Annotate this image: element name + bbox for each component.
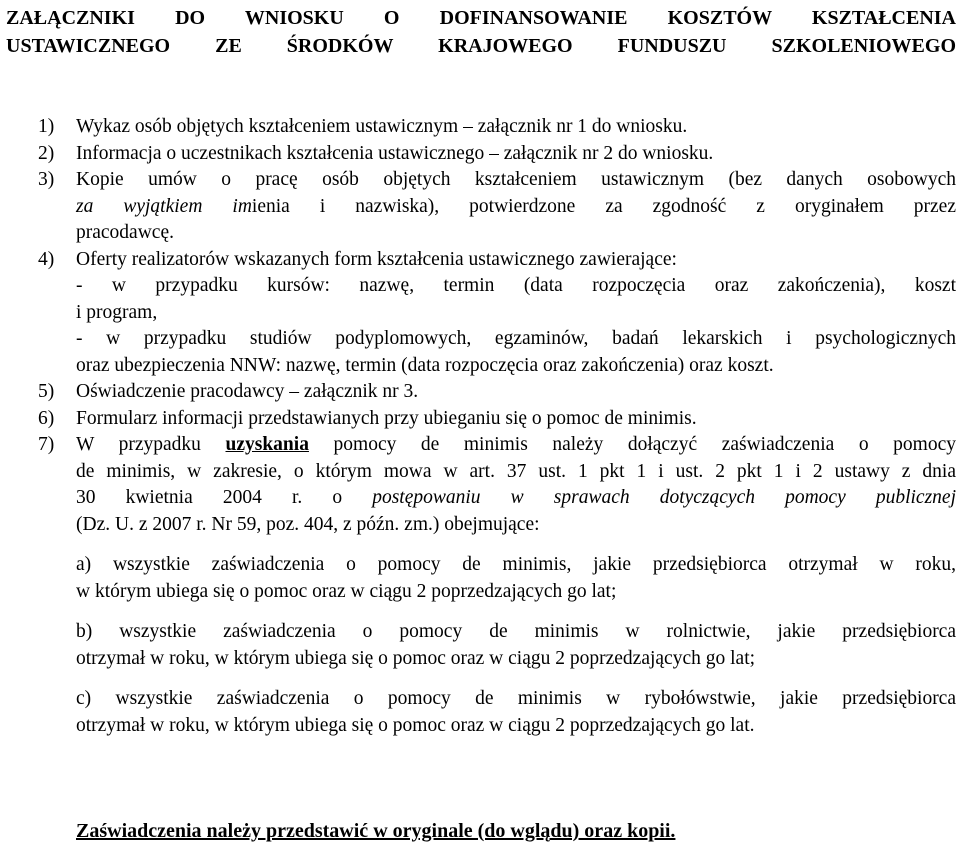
- item-line: oraz ubezpieczenia NNW: nazwę, termin (data rozpoczęcia oraz zakończenia) oraz koszt.: [76, 354, 774, 376]
- item-number: 1): [38, 116, 55, 137]
- subitem-a: [0, 552, 960, 605]
- item-number: 2): [38, 142, 55, 164]
- subitem-line: a) wszystkie zaświadczenia o pomocy de minimis, jakie przedsiębiorca otrzymał w roku,: [76, 554, 956, 575]
- italic-text: postępowaniu w sprawach dotyczących pomocy publicznej: [372, 487, 956, 508]
- subitem-line: c) wszystkie zaświadczenia o pomocy de minimis w rybołówstwie, jakie przedsiębiorca: [76, 688, 956, 709]
- item-line: de minimis, w zakresie, o którym mowa w art. 37 ust. 1 pkt 1 i ust. 2 pkt 1 i 2 ustawy z dnia: [76, 460, 956, 482]
- title-line-2: USTAWICZNEGO ZE ŚRODKÓW KRAJOWEGO FUNDUSZU SZKOLENIOWEGO: [6, 35, 956, 57]
- subitem-line: b) wszystkie zaświadczenia o pomocy de minimis w rolnictwie, jakie przedsiębiorca: [76, 621, 956, 642]
- item-line: - w przypadku kursów: nazwę, termin (data rozpoczęcia oraz zakończenia), koszt: [76, 275, 956, 296]
- list-item-5: [0, 379, 960, 406]
- title-line-1: ZAŁĄCZNIKI DO WNIOSKU O DOFINANSOWANIE KOSZTÓW KSZTAŁCENIA: [6, 7, 956, 29]
- item-line: i program,: [76, 301, 158, 323]
- list-item-4: [0, 247, 960, 380]
- item-line: - w przypadku studiów podyplomowych, egzaminów, badań lekarskich i psychologicznych: [76, 328, 956, 349]
- item-line: (Dz. U. z 2007 r. Nr 59, poz. 404, z późn. zm.) obejmujące:: [76, 513, 540, 535]
- item-line: pracodawcę.: [76, 222, 174, 243]
- item-number: 6): [38, 407, 55, 429]
- list-item-1: [0, 114, 960, 141]
- item-text: Formularz informacji przedstawianych przy ubieganiu się o pomoc de minimis.: [76, 407, 697, 429]
- subitem-c: [0, 686, 960, 739]
- subitem-line: otrzymał w roku, w którym ubiega się o pomoc oraz w ciągu 2 poprzedzających go lat;: [76, 647, 756, 669]
- item-text: ienia i nazwiska), potwierdzone za zgodność z oryginałem przez: [251, 195, 956, 217]
- italic-text: za wyjątkiem im: [76, 195, 252, 217]
- item-number: 5): [38, 381, 55, 402]
- item-text: Oświadczenie pracodawcy – załącznik nr 3.: [76, 381, 419, 402]
- item-text: 30 kwietnia 2004 r. o: [76, 487, 373, 508]
- attachments-list: [0, 114, 960, 739]
- item-text: Informacja o uczestnikach kształcenia ustawicznego – załącznik nr 2 do wniosku.: [76, 142, 714, 164]
- footer-note: Zaświadczenia należy przedstawić w oryginale (do wglądu) oraz kopii.: [76, 820, 676, 842]
- item-number: 7): [38, 434, 55, 455]
- item-line: Kopie umów o pracę osób objętych kształceniem ustawicznym (bez danych osobowych: [76, 169, 956, 190]
- subitem-b: [0, 619, 960, 672]
- item-line: [76, 485, 956, 512]
- item-line: Oferty realizatorów wskazanych form kształcenia ustawicznego zawierające:: [76, 248, 677, 270]
- list-item-3: [0, 167, 960, 247]
- list-item-6: [0, 406, 960, 433]
- item-line: [76, 194, 956, 221]
- item-line: [76, 432, 956, 459]
- item-number: 4): [38, 248, 55, 270]
- list-item-7: [0, 432, 960, 538]
- subitem-line: otrzymał w roku, w którym ubiega się o pomoc oraz w ciągu 2 poprzedzających go lat.: [76, 714, 755, 736]
- list-item-2: [0, 141, 960, 168]
- item-text: pomocy de minimis należy dołączyć zaświadczenia o pomocy: [308, 434, 956, 455]
- emphasis-text: uzyskania: [225, 434, 309, 455]
- item-number: 3): [38, 169, 55, 190]
- subitem-line: w którym ubiega się o pomoc oraz w ciągu 2 poprzedzających go lat;: [76, 580, 617, 602]
- document-title: [6, 4, 956, 60]
- item-text: Wykaz osób objętych kształceniem ustawicznym – załącznik nr 1 do wniosku.: [76, 116, 688, 137]
- item-text: W przypadku: [76, 434, 226, 455]
